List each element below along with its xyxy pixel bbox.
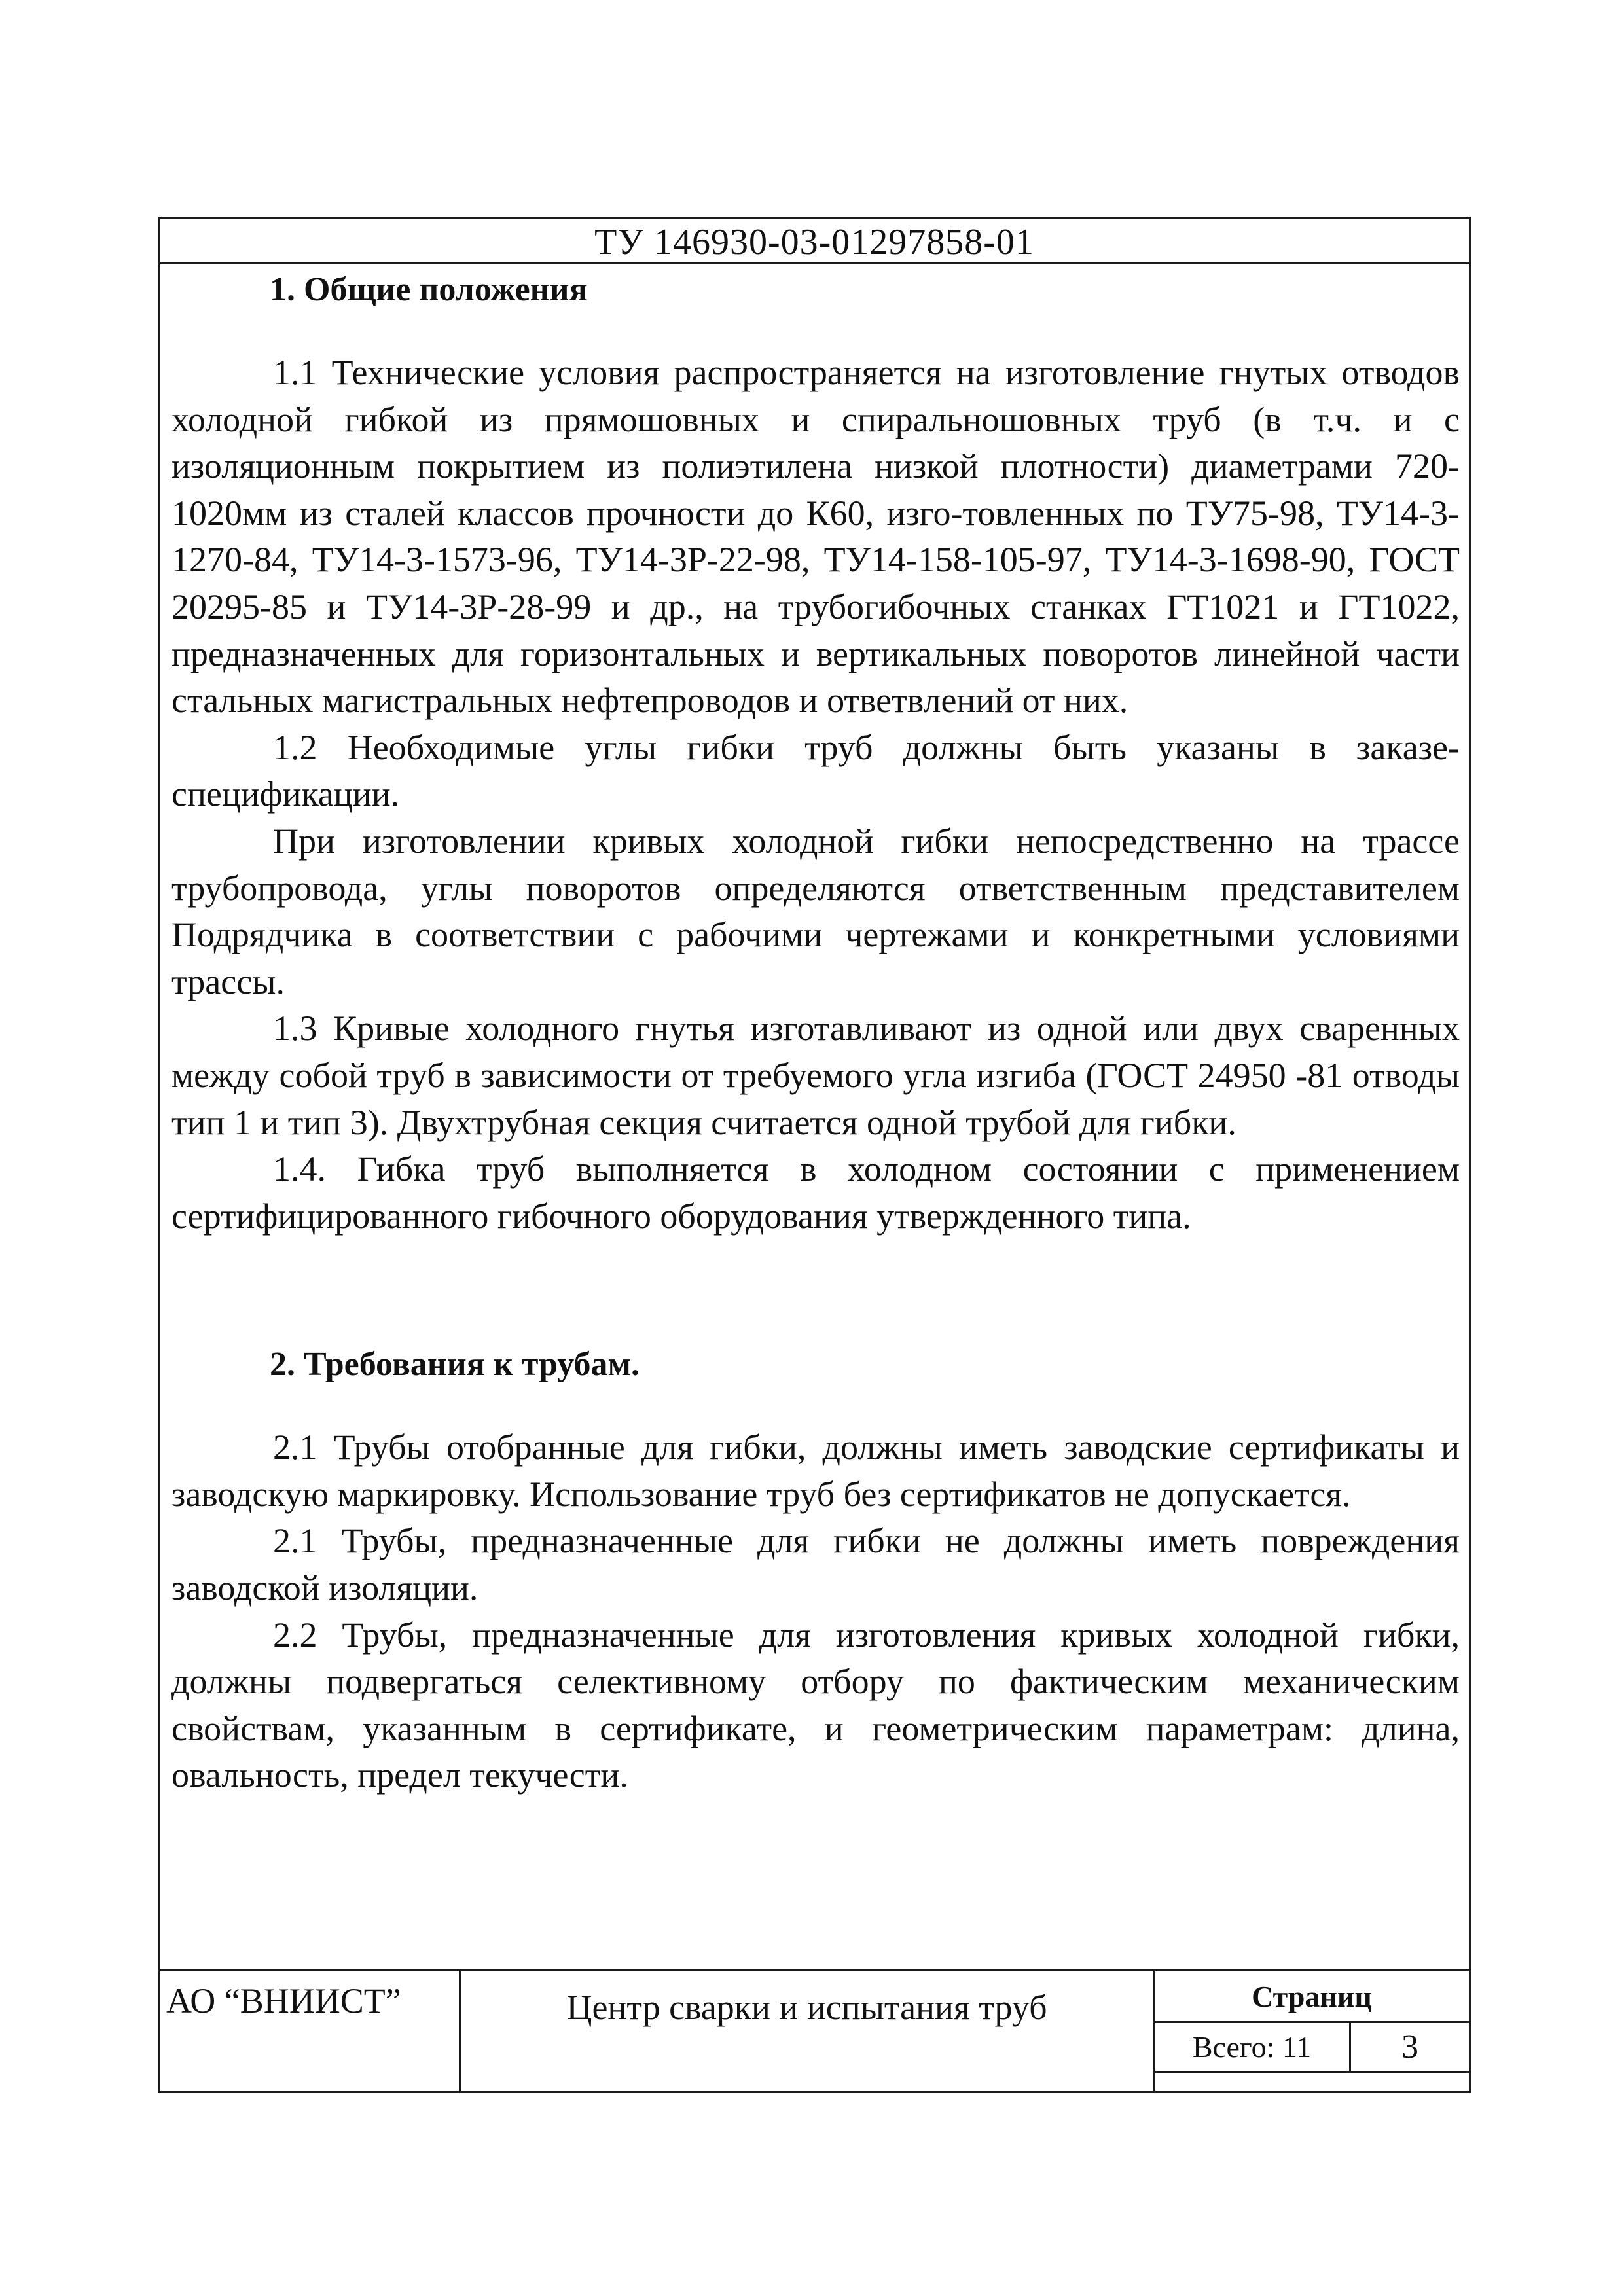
section-2-heading: 2. Требования к трубам.	[270, 1346, 640, 1384]
total-pages: Всего: 11	[1155, 2023, 1351, 2073]
organization-name: АО “ВНИИСТ”	[160, 1971, 461, 2091]
paragraph-1-4: 1.4. Гибка труб выполняется в холодном состоянии с применением сертифицированного гибочного оборудования утвержденного типа.	[171, 1149, 1460, 1236]
document-body	[171, 264, 1460, 1799]
document-code: ТУ 146930-03-01297858-01	[160, 219, 1469, 264]
pages-label: Страниц	[1155, 1971, 1469, 2023]
paragraph-2-2: 2.2 Трубы, предназначенные для изготовления кривых холодной гибки, должны подвергаться селективному отбору по фактическим механическим свойствам, указанным в сертификате, и геометрическим параметрам: длина, овальность, предел текучести.	[171, 1615, 1460, 1795]
paragraph-2-1b: 2.1 Трубы, предназначенные для гибки не должны иметь повреждения заводской изоляции.	[171, 1521, 1460, 1608]
paragraph-1-2: 1.2 Необходимые углы гибки труб должны быть указаны в заказе-спецификации.	[171, 727, 1460, 814]
title-block	[160, 1969, 1469, 2091]
department-name: Центр сварки и испытания труб	[461, 1971, 1155, 2091]
paragraph-2-1: 2.1 Трубы отобранные для гибки, должны иметь заводские сертификаты и заводскую маркировку. Использование труб без сертификатов не допускается.	[171, 1427, 1460, 1514]
paragraph-1-1: 1.1 Технические условия распространяется на изготовление гнутых отводов холодной гибкой из прямошовных и спиральношовных труб (в т.ч. и с изоляционным покрытием из полиэтилена низкой плотности) диаметрами 720-1020мм из сталей классов прочности до К60, изго-товленных по ТУ75-98, ТУ14-3-1270-84, ТУ14-3-1573-96, ТУ14-3Р-22-98, ТУ14-158-105-97, ТУ14-3-1698-90, ГОСТ 20295-85 и ТУ14-3Р-28-99 и др., на трубогибочных станках ГТ1021 и ГТ1022, предназначенных для горизонтальных и вертикальных поворотов линейной части стальных магистральных нефтепроводов и ответвлений от них.	[171, 353, 1460, 721]
section-1-heading: 1. Общие положения	[270, 271, 588, 308]
paragraph-1-2-cont: При изготовлении кривых холодной гибки непосредственно на трассе трубопровода, углы поворотов определяются ответственным представителем Подрядчика в соответствии с рабочими чертежами и конкретными условиями трассы.	[171, 821, 1460, 1001]
paragraph-1-3: 1.3 Кривые холодного гнутья изготавливают из одной или двух сваренных между собой труб в зависимости от требуемого угла изгиба (ГОСТ 24950 -81 отводы тип 1 и тип 3). Двухтрубная секция считается одной трубой для гибки.	[171, 1009, 1460, 1142]
page-number: 3	[1351, 2023, 1469, 2073]
document-frame	[158, 217, 1471, 2093]
